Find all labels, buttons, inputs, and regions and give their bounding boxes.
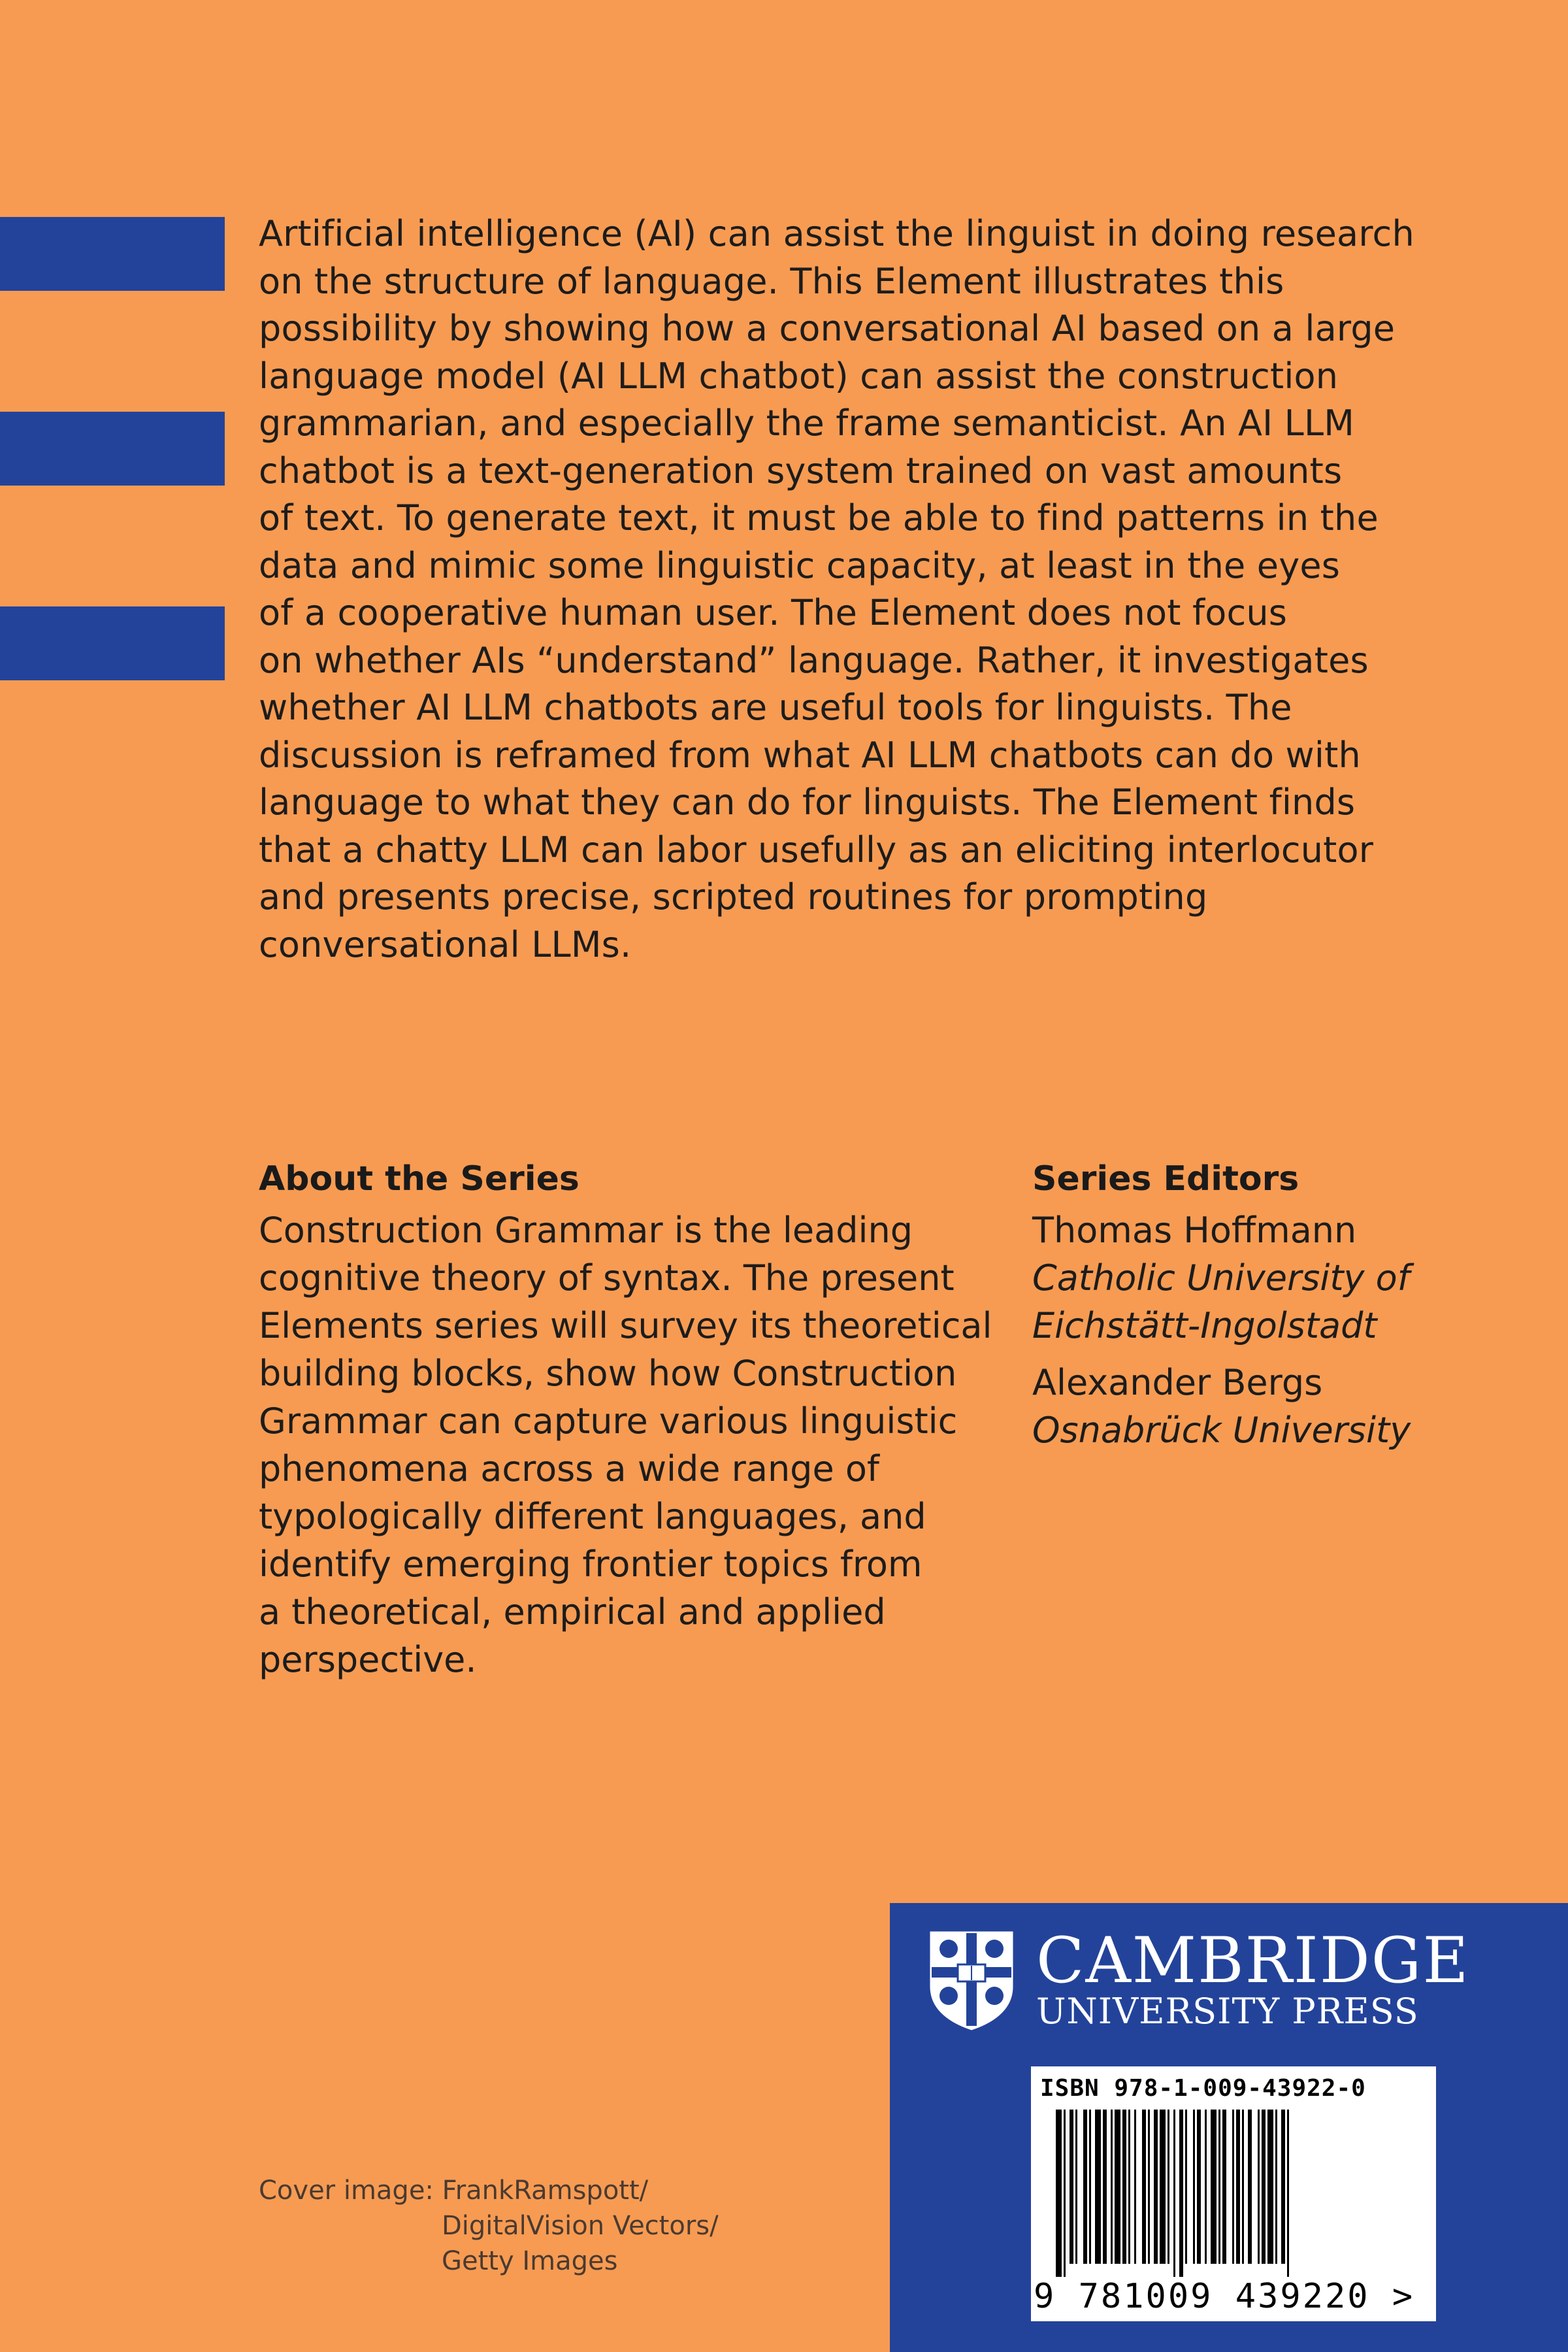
blurb-line: grammarian, and especially the frame semanticist. An AI LLM: [259, 403, 1355, 444]
blurb-line: of a cooperative human user. The Element does not focus: [259, 592, 1288, 633]
barcode-bar: [1248, 2110, 1252, 2264]
ean-digits: 9 781009 439220 >: [1034, 2277, 1415, 2316]
editor-name: Alexander Bergs: [1032, 1362, 1323, 1403]
barcode-bar: [1103, 2110, 1107, 2264]
barcode-bar: [1056, 2110, 1062, 2277]
about-line: a theoretical, empirical and applied: [259, 1591, 886, 1632]
about-line: building blocks, show how Construction: [259, 1353, 957, 1394]
barcode-bar: [1134, 2110, 1136, 2264]
barcode-bar: [1154, 2110, 1158, 2264]
editor-affiliation: Catholic University of: [1032, 1257, 1410, 1299]
barcode-box: [1031, 2066, 1436, 2321]
blurb-line: language to what they can do for linguists. The Element finds: [259, 782, 1356, 823]
isbn-label: ISBN 978-1-009-43922-0: [1040, 2075, 1366, 2102]
about-the-series: [259, 1155, 1023, 1683]
blurb-line: and presents precise, scripted routines for prompting: [259, 876, 1208, 918]
barcode-bar: [1211, 2110, 1217, 2264]
blurb-line: language model (AI LLM chatbot) can assist the construction: [259, 355, 1339, 397]
barcode-bar: [1083, 2110, 1087, 2264]
barcode-bar: [1258, 2110, 1260, 2264]
about-line: perspective.: [259, 1639, 477, 1680]
publisher-sub: UNIVERSITY PRESS: [1036, 1991, 1419, 2032]
about-series-heading: About the Series: [259, 1159, 580, 1199]
blurb-line: conversational LLMs.: [259, 923, 632, 965]
about-line: Grammar can capture various linguistic: [259, 1400, 958, 1442]
series-editors: [1032, 1155, 1529, 1463]
barcode-bar: [1115, 2110, 1120, 2264]
barcode-bar: [1281, 2110, 1285, 2264]
barcode-bar: [1122, 2110, 1126, 2264]
barcode-bar: [1142, 2110, 1146, 2264]
blurb-line: chatbot is a text-generation system trained on vast amounts: [259, 450, 1343, 491]
book-blurb: [259, 210, 1435, 969]
barcode-bar: [1089, 2110, 1091, 2264]
blurb-line: possibility by showing how a conversational AI based on a large: [259, 308, 1396, 349]
about-line: Construction Grammar is the leading: [259, 1210, 913, 1251]
decorative-stripe-2: [0, 412, 225, 486]
barcode-bar: [1111, 2110, 1113, 2264]
publisher-name: CAMBRIDGE: [1036, 1924, 1470, 1997]
barcode-icon: [1040, 2110, 1427, 2277]
barcode-bar: [1070, 2110, 1073, 2264]
barcode-bar: [1222, 2110, 1226, 2264]
publisher-wordmark: [1036, 1924, 1470, 2032]
blurb-line: of text. To generate text, it must be able to find patterns in the: [259, 497, 1379, 538]
barcode-bar: [1267, 2110, 1273, 2264]
cambridge-shield-icon: [926, 1928, 1017, 2032]
barcode-bar: [1095, 2110, 1101, 2264]
about-line: phenomena across a wide range of: [259, 1448, 879, 1489]
about-line: Elements series will survey its theoretical: [259, 1305, 992, 1346]
barcode-bar: [1160, 2110, 1166, 2264]
blurb-line: discussion is reframed from what AI LLM chatbots can do with: [259, 734, 1361, 776]
blurb-line: whether AI LLM chatbots are useful tools for linguists. The: [259, 687, 1292, 728]
barcode-bar: [1148, 2110, 1150, 2264]
barcode-bar: [1262, 2110, 1266, 2264]
about-line: cognitive theory of syntax. The present: [259, 1257, 955, 1299]
barcode-bar: [1185, 2110, 1187, 2264]
barcode-bar: [1232, 2110, 1234, 2264]
barcode-bar: [1179, 2110, 1183, 2277]
editor-affiliation: Eichstätt-Ingolstadt: [1032, 1305, 1377, 1346]
blurb-line: Artificial intelligence (AI) can assist the linguist in doing research: [259, 213, 1414, 254]
editor-entry: [1032, 1206, 1529, 1350]
barcode-bar: [1218, 2110, 1220, 2264]
credit-line: DigitalVision Vectors/: [442, 2211, 719, 2241]
publisher-logo: [926, 1924, 1470, 2032]
editor-entry: [1032, 1359, 1529, 1454]
barcode-bar: [1242, 2110, 1244, 2264]
barcode-bar: [1128, 2110, 1130, 2264]
blurb-line: on whether AIs “understand” language. Rather, it investigates: [259, 639, 1369, 681]
barcode-bar: [1168, 2110, 1169, 2264]
blurb-line: data and mimic some linguistic capacity, at least in the eyes: [259, 544, 1341, 586]
decorative-stripe-1: [0, 217, 225, 291]
barcode-bar: [1197, 2110, 1201, 2264]
credit-line: Cover image: FrankRamspott/: [259, 2176, 649, 2206]
barcode-bar: [1064, 2110, 1066, 2277]
blurb-line: that a chatty LLM can labor usefully as an eliciting interlocutor: [259, 829, 1374, 870]
barcode-bar: [1275, 2110, 1277, 2264]
barcode-bar: [1075, 2110, 1077, 2264]
credit-line: Getty Images: [442, 2246, 618, 2276]
decorative-stripe-3: [0, 606, 225, 680]
about-series-text: [259, 1206, 1023, 1683]
barcode-bar: [1173, 2110, 1175, 2277]
editor-affiliation: Osnabrück University: [1032, 1410, 1411, 1451]
about-line: identify emerging frontier topics from: [259, 1544, 923, 1585]
editor-name: Thomas Hoffmann: [1032, 1210, 1357, 1251]
blurb-line: on the structure of language. This Element illustrates this: [259, 260, 1284, 302]
series-editors-heading: Series Editors: [1032, 1159, 1299, 1199]
publisher-panel: [890, 1903, 1568, 2352]
about-line: typologically different languages, and: [259, 1496, 926, 1537]
barcode-bar: [1287, 2110, 1289, 2277]
barcode-bar: [1205, 2110, 1207, 2264]
barcode-bar: [1236, 2110, 1240, 2264]
barcode-bar: [1193, 2110, 1195, 2264]
cover-image-credit: [259, 2173, 719, 2279]
